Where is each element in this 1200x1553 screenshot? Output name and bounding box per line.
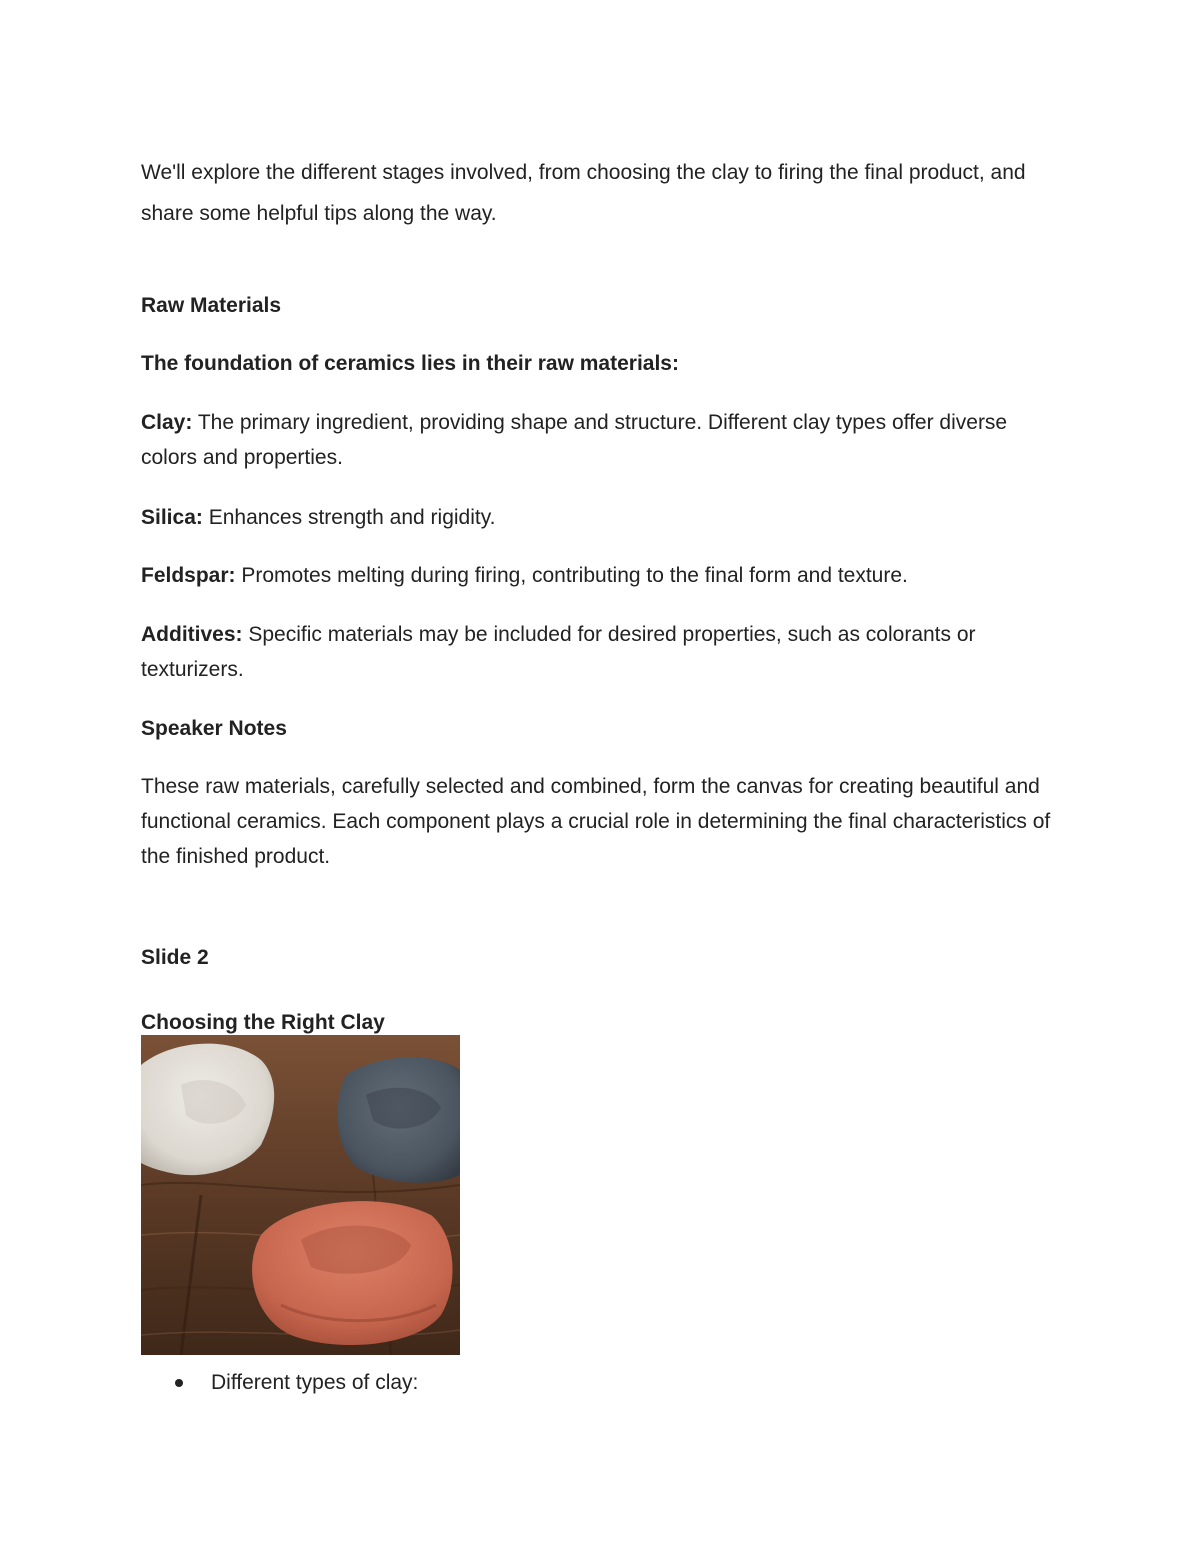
material-description: Specific materials may be included for desired properties, such as colorants or texturizers. xyxy=(141,623,976,681)
material-item-additives xyxy=(141,617,1061,687)
list-item xyxy=(141,1365,1041,1400)
clay-samples-photo xyxy=(141,1035,460,1355)
bullet-icon xyxy=(175,1379,183,1387)
material-item-clay xyxy=(141,405,1061,475)
material-description: The primary ingredient, providing shape and structure. Different clay types offer diverse colors and properties. xyxy=(141,411,1008,469)
material-term: Feldspar: xyxy=(141,564,236,587)
slide-title: Choosing the Right Clay xyxy=(141,1011,385,1034)
material-item-silica xyxy=(141,500,1061,535)
material-item-feldspar xyxy=(141,558,1061,593)
bullet-text: Different types of clay: xyxy=(211,1371,419,1394)
material-term: Silica: xyxy=(141,506,203,529)
material-description: Promotes melting during firing, contributing to the final form and texture. xyxy=(235,564,908,587)
material-term: Additives: xyxy=(141,623,243,646)
speaker-notes-heading: Speaker Notes xyxy=(141,717,287,740)
material-term: Clay: xyxy=(141,411,193,434)
speaker-notes-paragraph: These raw materials, carefully selected and combined, form the canvas for creating beautiful and functional ceramics. Each component plays a crucial role in determining the final characteristics of the finished product. xyxy=(141,775,1051,868)
intro-paragraph: We'll explore the different stages involved, from choosing the clay to firing the final product, and share some helpful tips along the way. xyxy=(141,161,1026,225)
raw-materials-heading: Raw Materials xyxy=(141,294,282,317)
slide-label: Slide 2 xyxy=(141,946,209,969)
raw-materials-subheading: The foundation of ceramics lies in their raw materials: xyxy=(141,352,679,375)
slide-bullet-list xyxy=(141,1365,1041,1400)
material-description: Enhances strength and rigidity. xyxy=(202,506,496,529)
